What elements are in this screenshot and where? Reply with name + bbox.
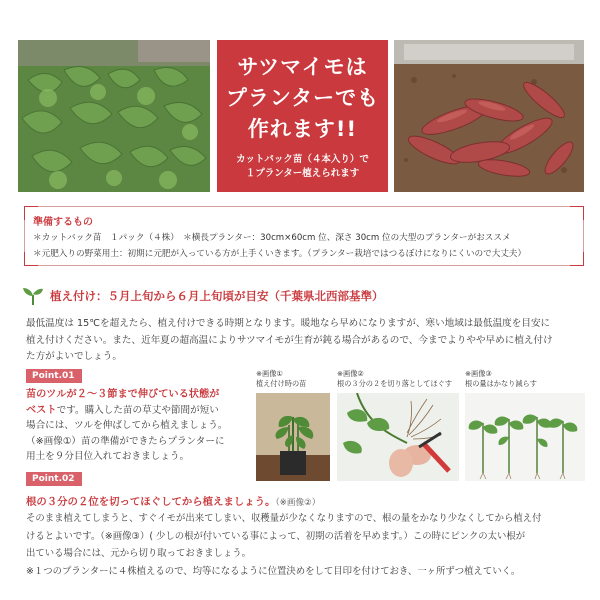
photo-1 [256, 369, 330, 481]
corner-decoration [570, 206, 584, 220]
point-01-lead: 苗のツルが２～３節まで伸びている状態が [26, 389, 220, 400]
sweet-potato-leaves-photo [18, 40, 210, 192]
point-01-line: 用土を９分目位入れておきましょう。 [26, 451, 190, 462]
photo-caption: 根の３分の２を切り落としてほぐす [337, 379, 453, 388]
harvested-sweet-potatoes-photo [394, 40, 584, 192]
intro-line: 最低温度は 15℃を超えたら、植え付けできる時期となります。暖地なら早めになりますが、寒い地域は最低温度を目安に [26, 318, 551, 329]
prep-box [24, 206, 584, 266]
photo-2 [337, 369, 459, 481]
point-02-line: 出ている場合には、元から切り取っておきましょう。 [26, 548, 252, 559]
intro-line: た方がよいでしょう。 [26, 351, 122, 362]
point-02-badge: Point.02 [26, 472, 82, 486]
point-01-line: 場合には、ツルを伸ばしてから植えましょう。 [26, 420, 228, 431]
point-01-text [26, 387, 254, 465]
point-02-body [26, 510, 586, 580]
banner-subtitle-line: １プランター植えられます [245, 168, 360, 179]
banner-title-line: 作れます!! [247, 117, 358, 141]
prep-line: ＊カットバック苗 １パック（４株） ＊横長プランター：30cm×60cm 位、深さ 30cm 位の大型のプランターがおススメ [33, 233, 511, 243]
point-01-badge: Point.01 [26, 369, 82, 383]
point-02-line: けるとよいです。（※画像③）( 少しの根が付いている事によって、初期の活着を早めます。）この時にピンクの太い根が [26, 530, 526, 542]
intro-paragraph [26, 316, 586, 366]
point-01-line: （※画像①）苗の準備ができたらプランターに [26, 435, 225, 447]
point-02-line: ※１つのプランターに４株植えるので、均等になるように位置決めをして目印を付けておき、一ヶ所ずつ植えていく。 [26, 565, 521, 577]
photo-caption: ※画像① [256, 369, 283, 378]
point-02-lead-note: （※画像②） [275, 498, 321, 508]
photo-caption: ※画像② [337, 369, 364, 378]
intro-line: 植え付けください。また、近年夏の超高温によりサツマイモが生育が鈍る場合があるので、今までよりやや早めに植え付け [26, 334, 553, 346]
point-02-lead-text: 根の３分の２位を切ってほぐしてから植えましょう。 [26, 496, 276, 508]
hero-banner [18, 40, 584, 192]
photo-caption: ※画像③ [465, 369, 492, 378]
point-01-body: です。購入した苗の草丈や節間が短い [56, 404, 219, 416]
banner-subtitle-line: カットバック苗（４本入り）で [236, 154, 369, 165]
photo-caption: 根の量はかなり減らす [465, 379, 537, 388]
banner-title-line: サツマイモは [237, 55, 368, 79]
prep-line: ＊元肥入りの野菜用土：初期に元肥が入っている方が上手くいきます。（プランター栽培ではつるぼけになりにくいので大丈夫） [33, 249, 527, 259]
cutting-roots-image [337, 393, 459, 481]
point-02-line: そのまま植えてしまうと、すぐイモが出来てしまい、収穫量が少なくなりますので、根の量をかなり少なくしてから植え付 [26, 513, 542, 524]
section-heading-text: 植え付け：５月上旬から６月上旬頃が目安（千葉県北西部基準） [50, 289, 384, 303]
planting-section-heading [22, 286, 582, 306]
seedling-pot-image [256, 393, 330, 481]
trimmed-seedlings-image [465, 393, 585, 481]
point-01-lead: ベスト [26, 404, 57, 416]
photo-3 [465, 369, 585, 481]
banner-title-line: プランターでも [225, 86, 380, 110]
title-block [217, 40, 388, 192]
photo-caption: 植え付け時の苗 [256, 379, 307, 388]
sprout-icon [22, 286, 44, 306]
point-02-lead [26, 493, 320, 508]
prep-title: 準備するもの [33, 217, 93, 228]
corner-decoration [570, 252, 584, 266]
